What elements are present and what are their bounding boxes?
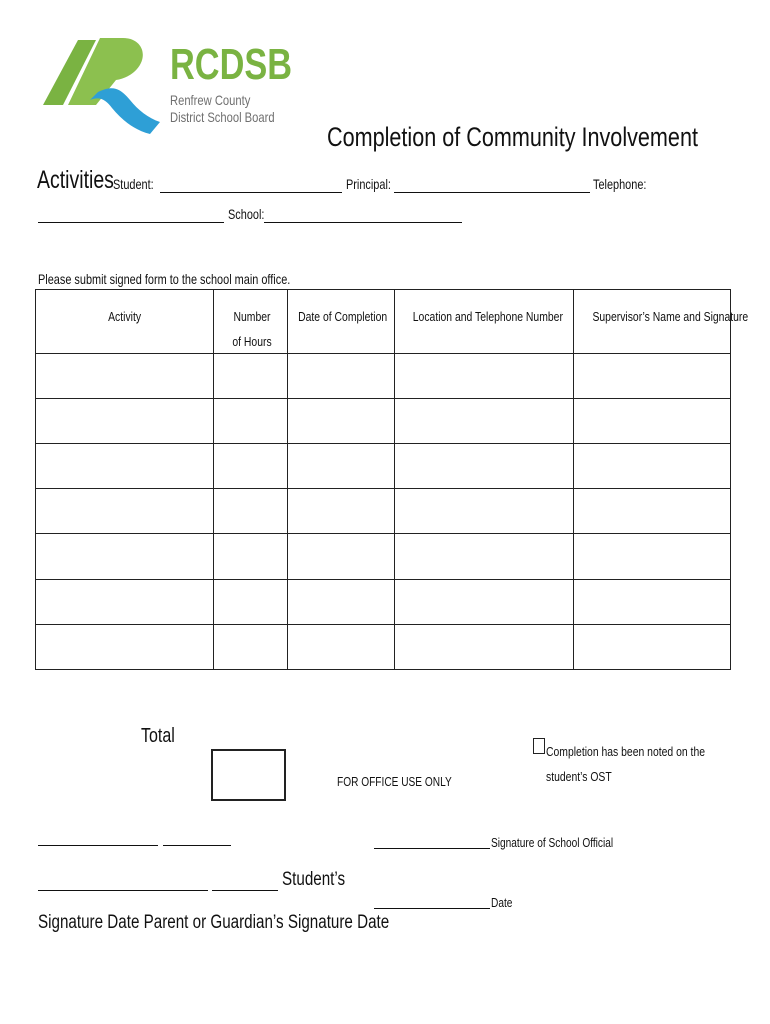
table-row[interactable] bbox=[36, 534, 730, 579]
header-supervisor: Supervisor’s Name and Signature bbox=[592, 309, 749, 324]
table-row[interactable] bbox=[36, 580, 730, 624]
school-field[interactable] bbox=[264, 222, 462, 223]
official-date-line[interactable] bbox=[374, 908, 490, 909]
signature-footer: Signature Date Parent or Guardian’s Signature Date bbox=[38, 912, 390, 933]
brand-name: RCDSB bbox=[170, 40, 293, 89]
completion-note: Completion has been noted on the student’s OST bbox=[546, 744, 706, 784]
submit-instruction: Please submit signed form to the school main office. bbox=[38, 271, 291, 287]
table-row[interactable] bbox=[36, 444, 730, 488]
student-label: Student: bbox=[113, 176, 154, 192]
header-date-of-completion: Date of Completion bbox=[298, 309, 388, 324]
official-date-label: Date bbox=[491, 895, 513, 910]
students-label: Student’s bbox=[282, 869, 346, 890]
table-row[interactable] bbox=[36, 625, 730, 669]
completion-checkbox[interactable] bbox=[533, 738, 545, 754]
official-signature-label: Signature of School Official bbox=[491, 835, 614, 850]
header-activity: Activity bbox=[108, 309, 141, 324]
principal-field[interactable] bbox=[394, 192, 590, 193]
telephone-field[interactable] bbox=[38, 222, 224, 223]
official-signature-line[interactable] bbox=[374, 848, 490, 849]
student-date-line[interactable] bbox=[163, 845, 231, 846]
page-title: Completion of Community Involvement bbox=[327, 122, 698, 152]
school-label: School: bbox=[228, 206, 265, 222]
office-use-label: FOR OFFICE USE ONLY bbox=[337, 774, 452, 789]
brand-line-2: District School Board bbox=[170, 109, 275, 125]
table-row[interactable] bbox=[36, 399, 730, 443]
header-location-telephone: Location and Telephone Number bbox=[412, 309, 563, 324]
total-label: Total bbox=[141, 725, 175, 747]
student-signature-line[interactable] bbox=[38, 845, 158, 846]
table-row[interactable] bbox=[36, 354, 730, 398]
activities-heading: Activities bbox=[37, 166, 114, 194]
student-field[interactable] bbox=[160, 192, 342, 193]
table-row[interactable] bbox=[36, 489, 730, 533]
parent-date-line[interactable] bbox=[212, 890, 278, 891]
principal-label: Principal: bbox=[346, 176, 391, 192]
activities-table bbox=[35, 289, 749, 670]
telephone-label: Telephone: bbox=[593, 176, 647, 192]
total-box[interactable] bbox=[211, 749, 286, 801]
parent-signature-line[interactable] bbox=[38, 890, 208, 891]
header-number-of-hours: Number of Hours bbox=[232, 309, 272, 349]
brand-line-1: Renfrew County bbox=[170, 92, 251, 108]
